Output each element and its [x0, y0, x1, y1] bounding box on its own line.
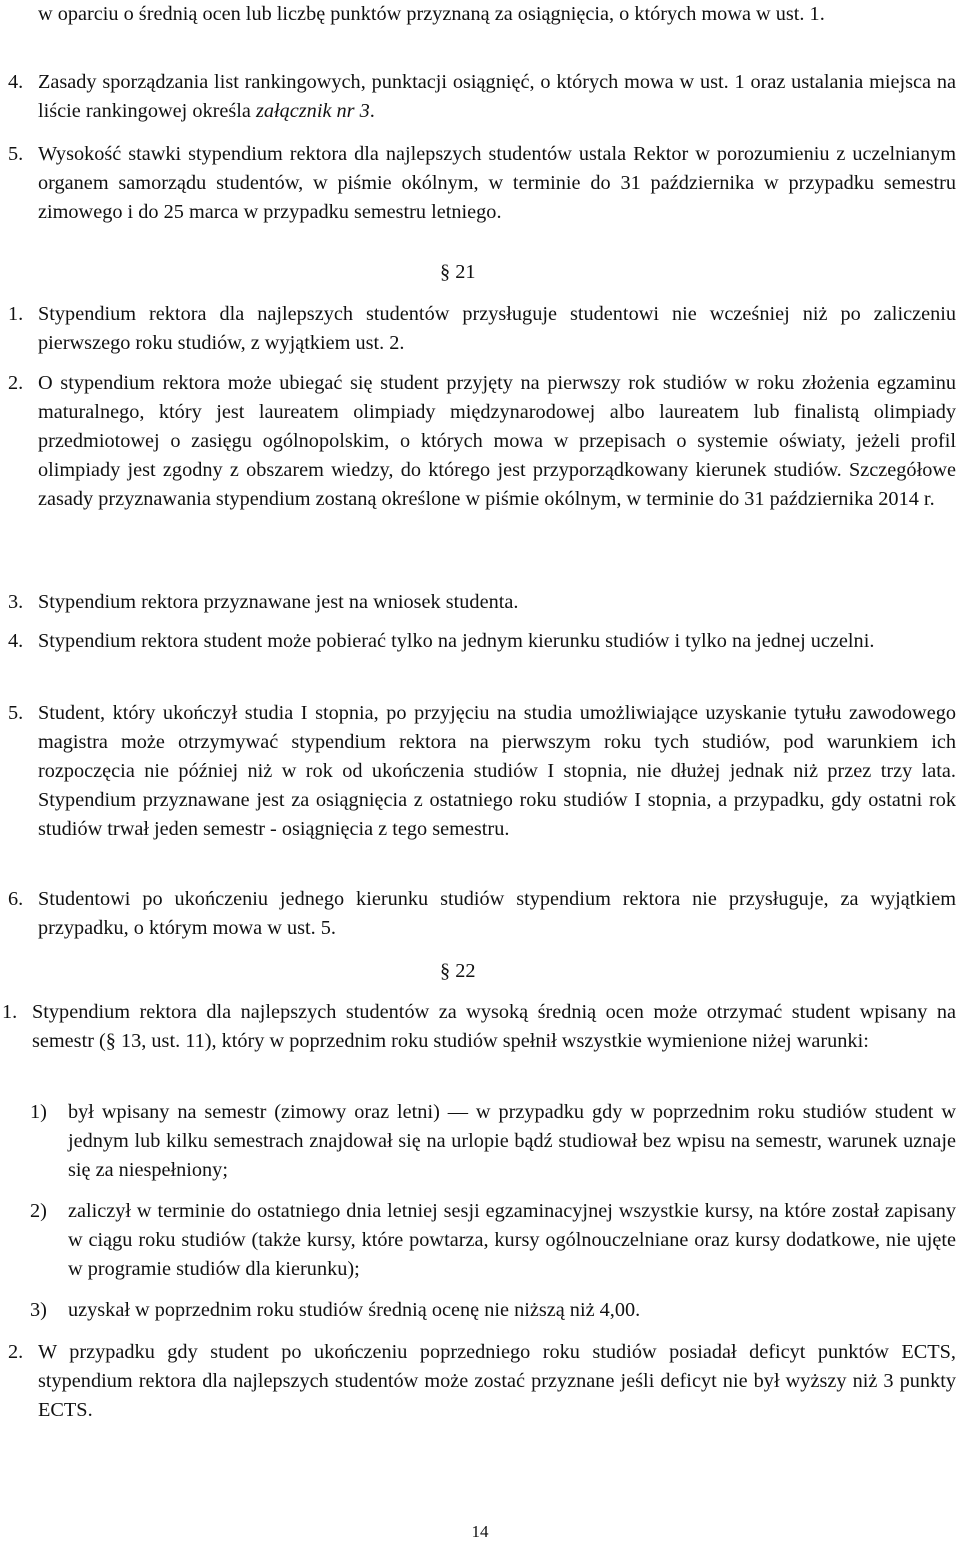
condition-number: 3) — [30, 1299, 47, 1321]
item-text: Stypendium rektora student może pobierać tylko na jednym kierunku studiów i tylko na jednej uczelni. — [38, 630, 875, 652]
paragraph-text — [38, 68, 956, 126]
s22-condition-2 — [30, 1197, 956, 1284]
item-text: W przypadku gdy student po ukończeniu poprzedniego roku studiów posiadał deficyt punktów ECTS, stypendium rektora dla najlepszych studentów może zostać przyznane jeśli deficyt nie był wyższy niż 3 punkty ECTS. — [38, 1341, 956, 1421]
condition-number: 2) — [30, 1200, 47, 1222]
paragraph-body: Zasady sporządzania list rankingowych, punktacji osiągnięć, o których mowa w ust. 1 oraz ustalania miejsca na liście rankingowej określa — [38, 71, 956, 122]
item-text: O stypendium rektora może ubiegać się student przyjęty na pierwszy rok studiów w roku złożenia egzaminu maturalnego, który jest laureatem olimpiady międzynarodowej albo laureatem lub finalistą olimpiady przedmiotowej o zasięgu ogólnopolskim, o których mowa w przepisach o systemie oświaty, jeżeli profil olimpiady jest zgodny z obszarem wiedzy, do którego jest przyporządkowany kierunek studiów. Szczegółowe zasady przyznawania stypendium zostaną określone w piśmie okólnym, w terminie do 31 października 2014 r. — [38, 372, 956, 510]
item-text: Stypendium rektora dla najlepszych studentów za wysoką średnią ocen może otrzymać student wpisany na semestr (§ 13, ust. 11), który w poprzednim roku studiów spełnił wszystkie wymienione niżej warunki: — [32, 1001, 956, 1052]
continuation-paragraph — [38, 0, 956, 29]
item-number: 6. — [8, 888, 24, 910]
section-21-heading: § 21 — [440, 261, 476, 283]
paragraph-number: 5. — [8, 143, 24, 165]
item-number: 1. — [2, 1001, 18, 1023]
item-number: 4. — [8, 630, 24, 652]
s22-item-2 — [8, 1338, 956, 1425]
item-text: Stypendium rektora dla najlepszych studentów przysługuje studentowi nie wcześniej niż po zaliczeniu pierwszego roku studiów, z wyjątkiem ust. 2. — [38, 303, 956, 354]
paragraph-4 — [8, 68, 956, 126]
s21-item-4 — [8, 627, 956, 656]
s21-item-1 — [8, 300, 956, 358]
item-number: 3. — [8, 591, 24, 613]
page-number: 14 — [471, 1522, 489, 1541]
s21-item-3 — [8, 588, 956, 617]
paragraph-text: w oparciu o średnią ocen lub liczbę punktów przyznaną za osiągnięcia, o których mowa w ust. 1. — [38, 3, 825, 25]
paragraph-5 — [8, 140, 956, 227]
item-number: 1. — [8, 303, 24, 325]
paragraph-tail: . — [369, 100, 375, 122]
condition-text: zaliczył w terminie do ostatniego dnia letniej sesji egzaminacyjnej wszystkie kursy, na które został zapisany w ciągu roku studiów (także kursy, które powtarza, kursy ogólnouczelniane oraz kursy dodatkowe, nie ujęte w programie studiów dla kierunku); — [68, 1200, 956, 1280]
s22-condition-1 — [30, 1098, 956, 1185]
item-number: 5. — [8, 702, 24, 724]
s21-item-6 — [8, 885, 956, 943]
condition-text: był wpisany na semestr (zimowy oraz letni) — w przypadku gdy w poprzednim roku studiów student w jednym lub kilku semestrach znajdował się na urlopie bądź studiował bez wpisu na semestr, warunek uznaje się za niespełniony; — [68, 1101, 956, 1181]
s22-condition-3 — [30, 1296, 956, 1325]
paragraph-text: Wysokość stawki stypendium rektora dla najlepszych studentów ustala Rektor w porozumieniu z uczelnianym organem samorządu studentów, w piśmie okólnym, w terminie do 31 października w przypadku semestru zimowego i do 25 marca w przypadku semestru letniego. — [38, 143, 956, 223]
condition-number: 1) — [30, 1101, 47, 1123]
item-number: 2. — [8, 1341, 24, 1363]
item-text: Studentowi po ukończeniu jednego kierunku studiów stypendium rektora nie przysługuje, za wyjątkiem przypadku, o którym mowa w ust. 5. — [38, 888, 956, 939]
item-text: Student, który ukończył studia I stopnia, po przyjęciu na studia umożliwiające uzyskanie tytułu zawodowego magistra może otrzymywać stypendium rektora na pierwszym roku tych studiów, pod warunkiem ich rozpoczęcia nie później niż w rok od ukończenia studiów I stopnia, nie dłużej jednak niż przez trzy lata. Stypendium przyznawane jest za osiągnięcia z ostatniego roku studiów I stopnia, a przypadku, gdy ostatni rok studiów trwał jeden semestr - osiągnięcia z tego semestru. — [38, 702, 956, 840]
s21-item-5 — [8, 699, 956, 844]
annex-reference: załącznik nr 3 — [255, 100, 370, 122]
s22-item-1 — [2, 998, 956, 1056]
item-number: 2. — [8, 372, 24, 394]
condition-text: uzyskał w poprzednim roku studiów średnią ocenę nie niższą niż 4,00. — [68, 1299, 641, 1321]
section-22-heading: § 22 — [440, 960, 476, 982]
s21-item-2 — [8, 369, 956, 514]
paragraph-number: 4. — [8, 71, 24, 93]
item-text: Stypendium rektora przyznawane jest na wniosek studenta. — [38, 591, 519, 613]
